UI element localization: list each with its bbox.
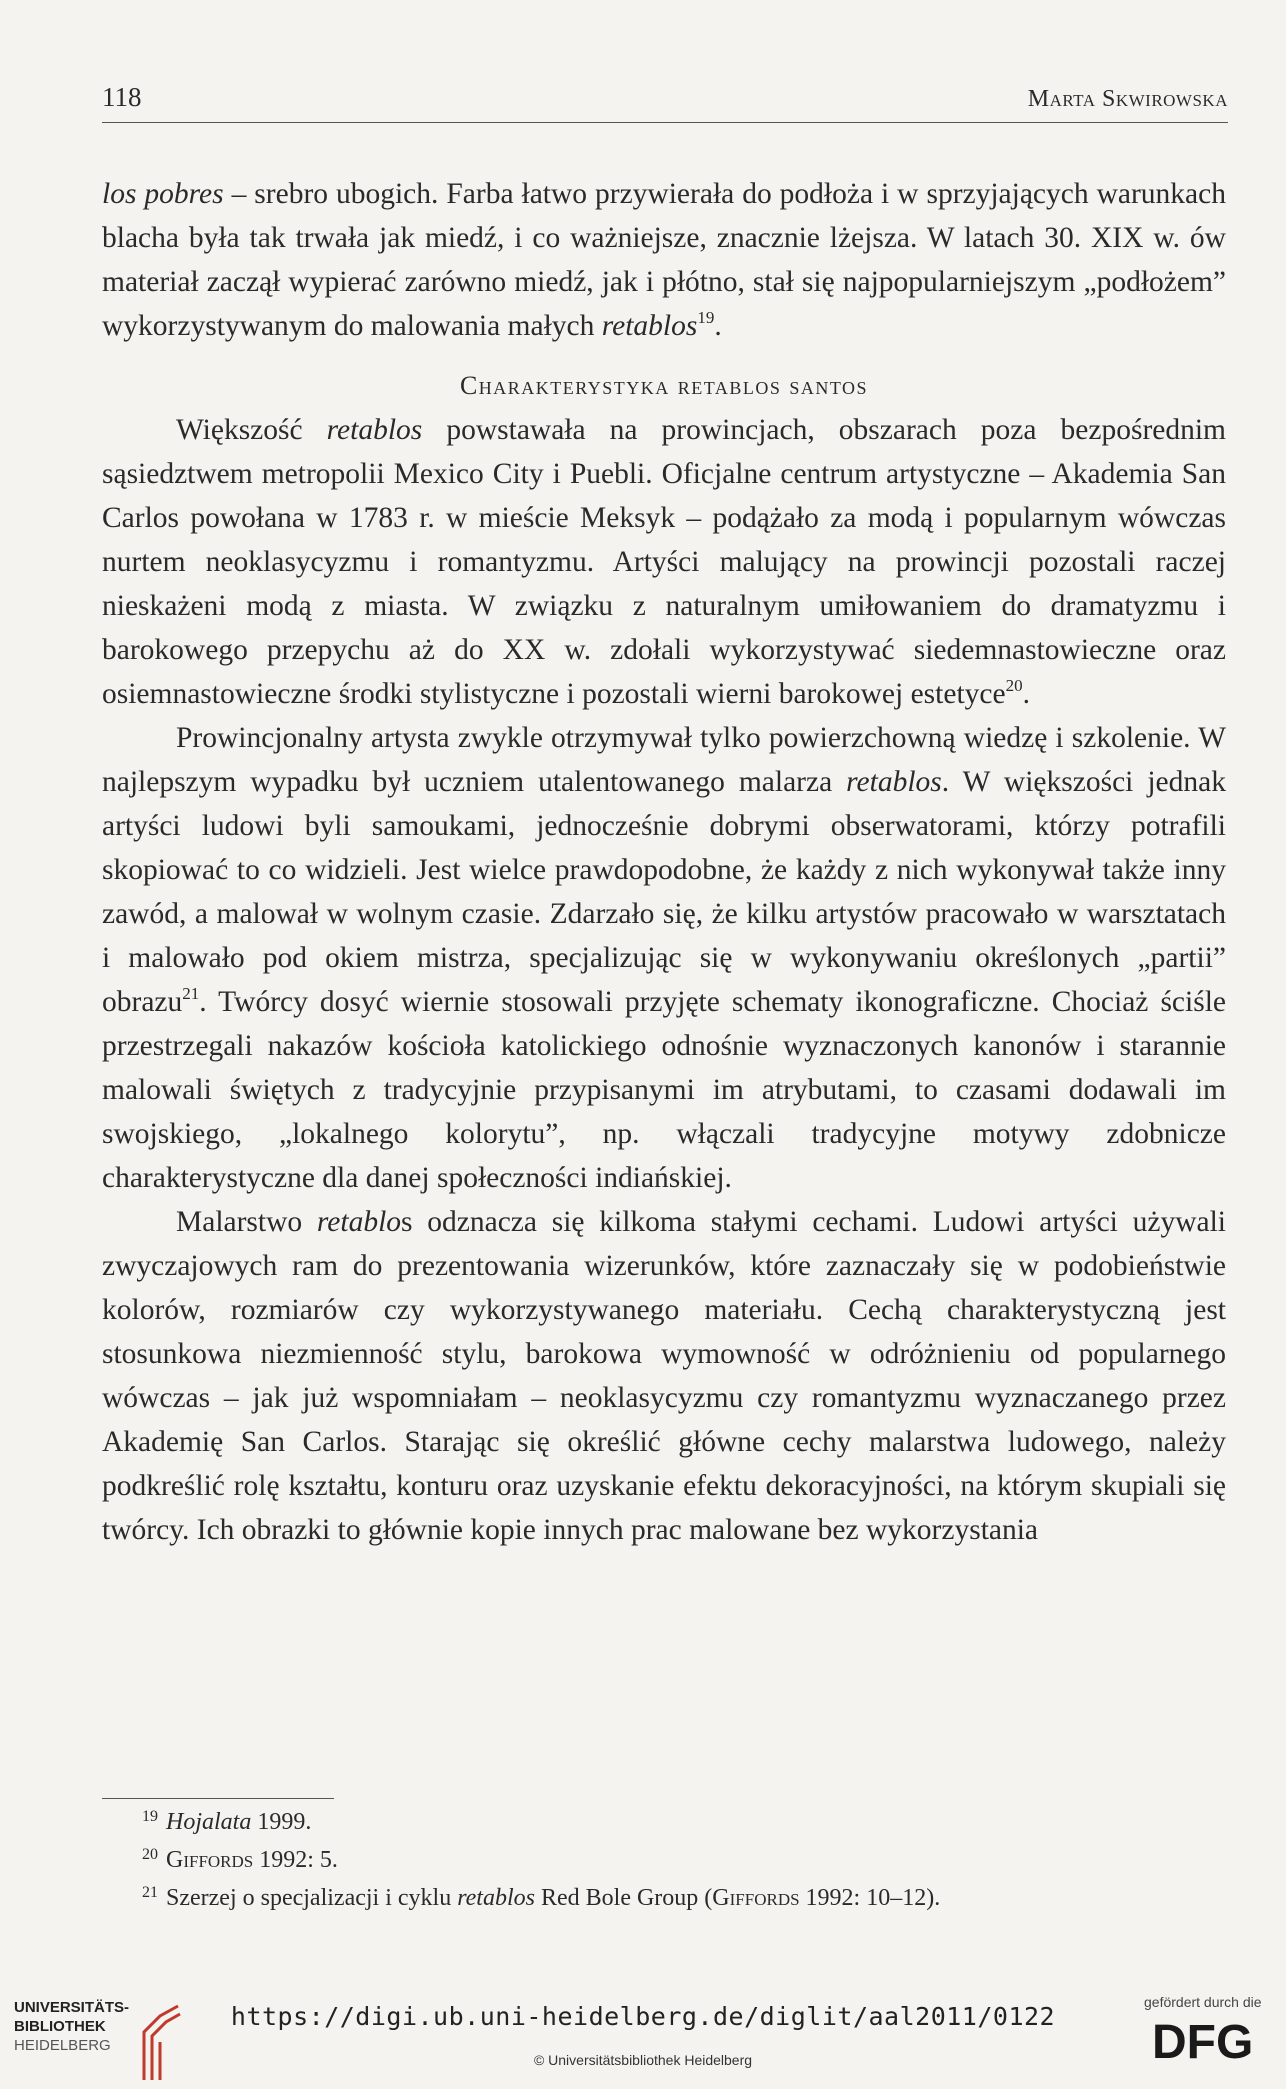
text-run: Red Bole Group (	[534, 1885, 713, 1911]
page-header	[102, 78, 1228, 123]
footnote-number: 19	[142, 1808, 158, 1825]
footnote-ref: 21	[182, 984, 200, 1003]
footnotes	[102, 1798, 1226, 1917]
text-run: . Twórcy dosyć wiernie stosowali przyjęte schematy ikonograficzne. Chociaż ściśle przestrzegali nakazów kościoła katolickiego odnośnie wyznaczonych kanonów i starannie malowali świętych z tradycyjnie przypisanymi im atrybutami, to czasami dodawali im swojskiego, „lokalnego kolorytu”, np. włączali tradycyjne motywy zdobnicze charakterystyczne dla danej społeczności indiańskiej.	[102, 986, 1226, 1194]
footnote-number: 21	[142, 1884, 158, 1901]
section-heading: Charakterystyka retablos santos	[459, 371, 869, 400]
italic-term: retablos	[457, 1885, 535, 1911]
library-name-line: BIBLIOTHEK	[14, 2018, 106, 2035]
dfg-funding-label: gefördert durch die	[1144, 1994, 1262, 2010]
paragraph	[102, 1200, 1226, 1552]
text-run: Malarstwo	[176, 1206, 317, 1238]
footnote-divider	[102, 1798, 334, 1799]
italic-term: retablos	[326, 414, 423, 446]
footnote-text	[166, 1879, 940, 1917]
text-run: Prowincjonalny artysta zwykle otrzymywał tylko powierzchowną wiedzę i szkolenie. W najlepszym wypadku był uczniem utalentowanego malarza	[102, 722, 1226, 798]
dfg-logo-icon[interactable]	[1152, 2014, 1264, 2066]
italic-term: retablo	[316, 1206, 402, 1238]
library-name-line: HEIDELBERG	[14, 2037, 111, 2054]
text-run: 1992: 5.	[253, 1847, 338, 1873]
copyright-notice: © Universitätsbibliothek Heidelberg	[533, 2052, 753, 2068]
italic-term: Hojalata	[166, 1809, 252, 1835]
paragraph	[102, 172, 1226, 348]
footnote	[102, 1841, 1226, 1879]
page-footer	[0, 1980, 1286, 2089]
text-run: – srebro ubogich. Farba łatwo przywierała do podłoża i w sprzyjających warunkach blacha była tak trwała jak miedź, i co ważniejsze, znacznie lżejsza. W latach 30. XIX w. ów materiał zaczął wypierać zarówno miedź, jak i płótno, stał się najpopularniejszym „podłożem” wykorzystywanym do malowania małych	[102, 178, 1226, 342]
document-url[interactable]: https://digi.ub.uni-heidelberg.de/diglit/aal2011/0122	[230, 2002, 1056, 2031]
paragraph	[102, 408, 1226, 716]
footnote-number: 20	[142, 1846, 158, 1863]
italic-term: retablos	[846, 766, 942, 798]
text-run: Większość	[176, 414, 327, 446]
author-name: Giffords	[166, 1847, 254, 1873]
text-run: . W większości jednak artyści ludowi byli samoukami, jednocześnie dobrymi obserwatorami, którzy potrafili skopiować to co widzieli. Jest wielce prawdopodobne, że każdy z nich wykonywał także inny zawód, a malował w wolnym czasie. Zdarzało się, że kilku artystów pracowało w warsztatach i malowało pod okiem mistrza, specjalizując się w wykonywaniu określonych „partii” obrazu	[102, 766, 1226, 1018]
footnote-ref: 19	[697, 308, 715, 327]
text-run: s odznacza się kilkoma stałymi cechami. Ludowi artyści używali zwyczajowych ram do prezentowania wizerunków, które zaznaczały się w podobieństwie kolorów, rozmiarów czy wykorzystywanego materiału. Cechą charakterystyczną jest stosunkowa niezmienność stylu, barokowa wymowność w odróżnieniu od popularnego wówczas – jak już wspomniałam – neoklasycyzmu czy romantyzmu wyznaczanego przez Akademię San Carlos. Starając się określić główne cechy malarstwa ludowego, należy podkreślić rolę kształtu, konturu oraz uzyskanie efektu dekoracyjności, na którym skupiali się twórcy. Ich obrazki to głównie kopie innych prac malowane bez wykorzystania	[102, 1206, 1226, 1546]
text-run: powstawała na prowincjach, obszarach poza bezpośrednim sąsiedztwem metropolii Mexico City i Puebli. Oficjalne centrum artystyczne – Akademia San Carlos powołana w 1783 r. w mieście Meksyk – podążało za modą i popularnym wówczas nurtem neoklasycyzmu i romantyzmu. Artyści malujący na prowincji pozostali raczej nieskażeni modą z miasta. W związku z naturalnym umiłowaniem do dramatyzmu i barokowego przepychu aż do XX w. zdołali wykorzystywać siedemnastowieczne oraz osiemnastowieczne środki stylistyczne i pozostali wierni barokowej estetyce	[102, 414, 1227, 710]
italic-term: retablos	[601, 310, 698, 342]
footnote-text	[166, 1841, 338, 1879]
text-run: .	[714, 310, 722, 342]
text-run: .	[1022, 678, 1030, 710]
text-run: Szerzej o specjalizacji i cyklu	[166, 1885, 458, 1911]
footnote	[102, 1803, 1226, 1841]
text-run: 1999.	[251, 1809, 312, 1835]
page-number: 118	[102, 82, 142, 112]
footnote-text	[166, 1803, 311, 1841]
dfg-logo-text: DFG	[1152, 2016, 1254, 2066]
running-head: Marta Skwirowska	[1027, 86, 1228, 112]
paragraph	[102, 716, 1226, 1200]
library-name-line: UNIVERSITÄTS-	[14, 1999, 130, 2016]
author-name: Giffords	[712, 1885, 800, 1911]
footnote	[102, 1879, 1226, 1917]
footnote-ref: 20	[1005, 676, 1023, 695]
main-text	[102, 172, 1226, 1552]
italic-term: los pobres	[102, 178, 224, 210]
text-run: 1992: 10–12).	[799, 1885, 941, 1911]
